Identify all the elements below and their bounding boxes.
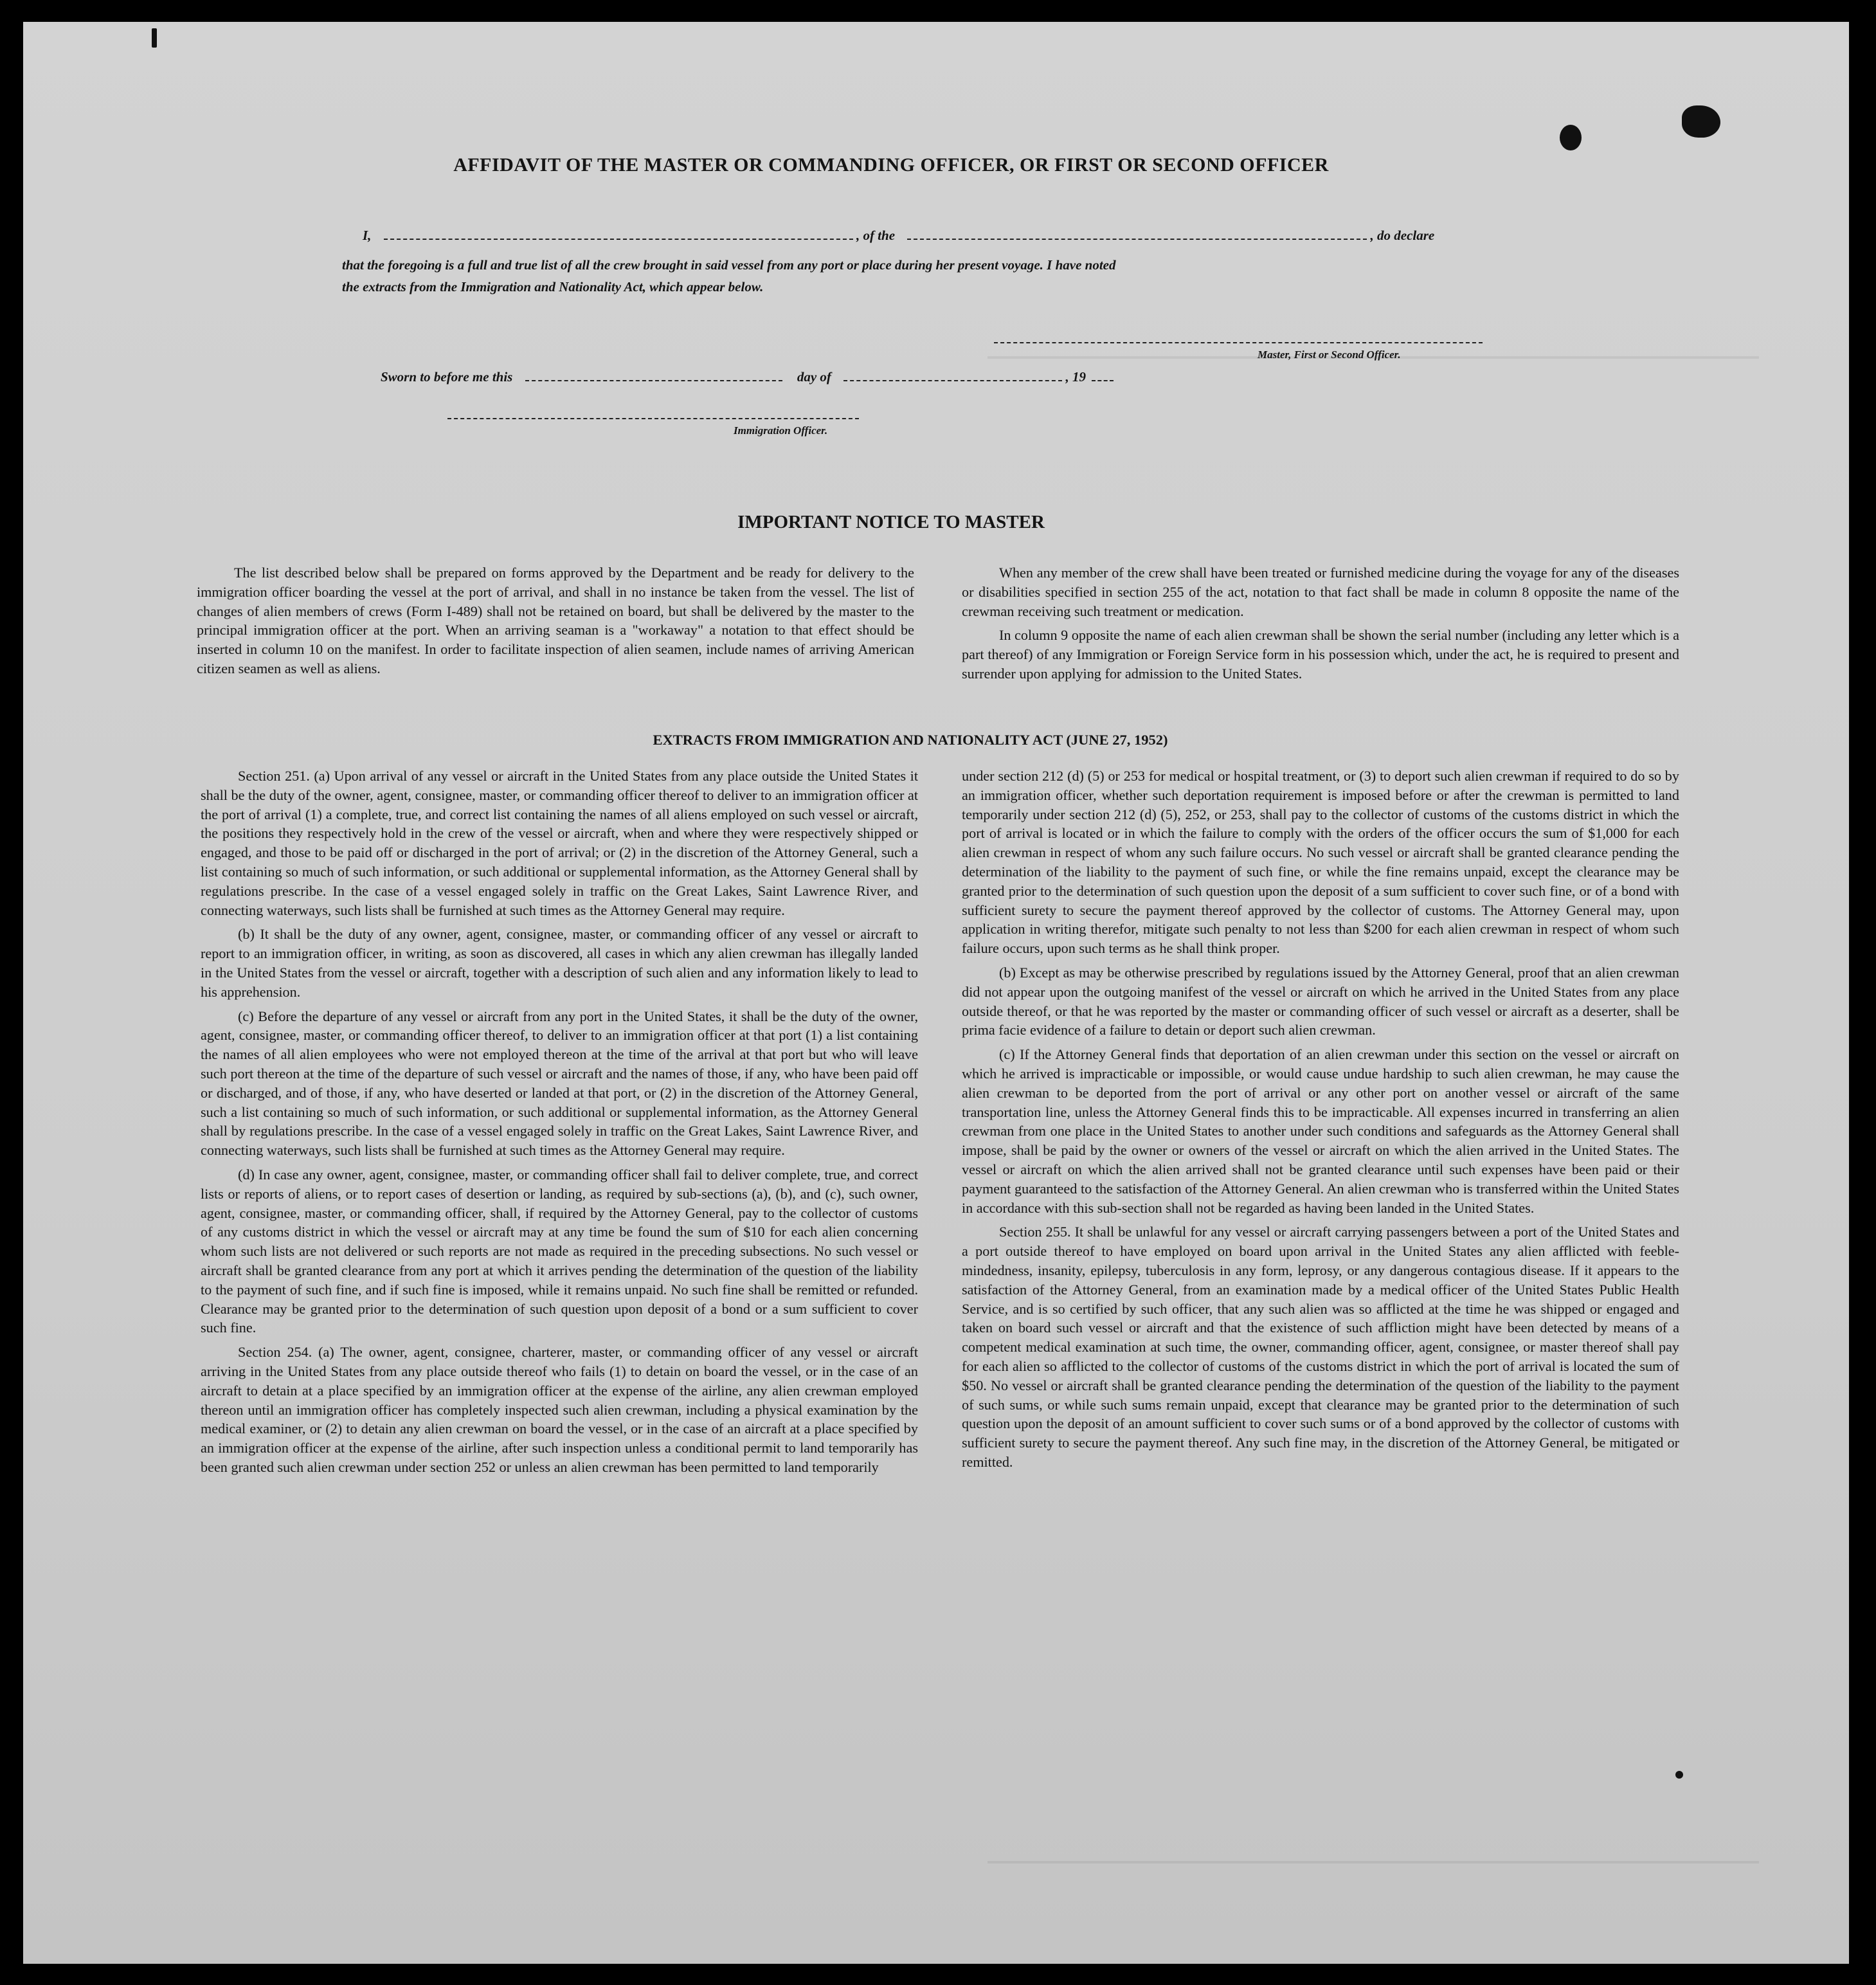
affidavit-title: AFFIDAVIT OF THE MASTER OR COMMANDING OFFICER, OR FIRST OR SECOND OFFICER <box>453 154 1329 176</box>
ink-blot <box>152 28 157 48</box>
ink-blot <box>1675 1771 1683 1779</box>
vessel-blank[interactable] <box>907 236 1367 240</box>
section-254-a: Section 254. (a) The owner, agent, consignee, charterer, master, or commanding officer of any vessel or aircraft arriving in the United States from any place outside thereof who fails (1) to detain on board the vessel, or in the case of an aircraft to detain at a place specified by an immigration officer at the expense of the airline, any alien crewman employed thereon until an immigration officer has completely inspected such alien crewman, including a physical examination by the medical examiner, or (2) to detain any alien crewman on board the vessel, or in the case of an aircraft at a place specified by an immigration officer at the expense of the airline, after such inspection unless a conditional permit to land temporarily has been granted such alien crewman under section 252 or unless an alien crewman has been permitted to land temporarily <box>201 1344 918 1475</box>
notice-right-column <box>962 563 1679 689</box>
notice-right-paragraph-1: When any member of the crew shall have been treated or furnished medicine during the voyage for any of the diseases or disabilities specified in section 255 of the act, notation to that fact shall be made in column 8 opposite the name of the crewman receiving such treatment or medication. <box>962 565 1679 619</box>
section-251-d: (d) In case any owner, agent, consignee, master, or commanding officer shall fail to deliver complete, true, and correct lists or reports of aliens, or to report cases of desertion or landing, as required by sub-sections (a), (b), and (c), such owner, agent, consignee, master, or commanding officer, shall, if required by the Attorney General, pay to the collector of customs of any customs district in which the vessel or aircraft may at any time be found the sum of $10 for each alien concerning whom such lists are not delivered or such reports are not made as required in the preceding subsections. No such vessel or aircraft shall be granted clearance from any port at which it arrives pending the determination of the question of the liability to the payment of such fine, and if such fine is imposed, while it remains unpaid. No such fine shall be remitted or refunded. Clearance may be granted prior to the determination of such question upon deposit of a bond or a sum sufficient to cover such fine. <box>201 1166 918 1336</box>
extracts-left-column <box>201 766 918 1482</box>
notice-left-paragraph: The list described below shall be prepared on forms approved by the Department and be ready for delivery to the immigration officer boarding the vessel at the port of arrival, and shall in no instance be taken from the vessel. The list of changes of alien members of crews (Form I-489) shall not be retained on board, but shall be delivered by the master to the principal immigration officer at the port. When an arriving seaman is a "workaway" a notation to that effect should be inserted in column 10 on the manifest. In order to facilitate inspection of alien seamen, include names of arriving American citizen seamen as well as aliens. <box>197 565 914 676</box>
section-251-a: Section 251. (a) Upon arrival of any vessel or aircraft in the United States from any place outside the United States it shall be the duty of the owner, agent, consignee, master, or commanding officer thereof to deliver to an immigration officer at the port of arrival (1) a complete, true, and correct list containing the names of all aliens employed on such vessel or aircraft, the positions they respectively hold in the crew of the vessel or aircraft, when and where they were respectively shipped or engaged, and those to be paid off or discharged in the port of arrival; or (2) in the discretion of the Attorney General, such a list containing so much of such information, or such additional or supplemental information, as the Attorney General shall by regulations prescribe. In the case of a vessel engaged solely in traffic on the Great Lakes, Saint Lawrence River, and connecting waterways, such lists shall be furnished at such times as the Attorney General may require. <box>201 768 918 918</box>
section-255: Section 255. It shall be unlawful for any vessel or aircraft carrying passengers between a port of the United States and a port outside thereof to have employed on board upon arrival in the United States any alien afflicted with feeble-mindedness, insanity, epilepsy, tuberculosis in any form, leprosy, or any dangerous contagious disease. If it appears to the satisfaction of the Attorney General, from an examination made by a medical officer of the United States Public Health Service, and is so certified by such officer, that any such alien was so afflicted at the time he was shipped or engaged and taken on board such vessel or aircraft and that the existence of such affliction might have been detected by means of a competent medical examination at such time, the owner, commanding officer, agent, consignee, or master thereof shall pay for each alien so afflicted to the collector of customs of the customs district in which the port of arrival is located the sum of $50. No vessel or aircraft shall be granted clearance pending the determination of the question of the liability to the payment of such sums, or while such sums remain unpaid, except that clearance may be granted prior to the determination of such question upon the deposit of an amount sufficient to cover such sums or of a bond approved by the collector of customs with sufficient surety to secure the payment thereof. Any such fine may, in the discretion of the Attorney General, be mitigated or remitted. <box>962 1224 1679 1470</box>
declaration-line-3: the extracts from the Immigration and Nationality Act, which appear below. <box>342 279 764 295</box>
name-blank[interactable] <box>384 236 853 240</box>
notice-right-paragraph-2: In column 9 opposite the name of each alien crewman shall be shown the serial number (including any letter which is a part thereof) of any Immigration or Foreign Service form in his possession which, under the act, he is required to present and surrender upon applying for admission to the United States. <box>962 627 1679 682</box>
declaration-line-1 <box>363 228 1434 244</box>
of-the-label: , of the <box>856 228 896 243</box>
ink-blot <box>1682 105 1720 138</box>
day-of-label: day of <box>797 369 831 385</box>
ink-blot <box>1560 125 1582 150</box>
document-page <box>23 22 1849 1964</box>
extracts-title: EXTRACTS FROM IMMIGRATION AND NATIONALITY ACT (JUNE 27, 1952) <box>653 732 1168 748</box>
section-251-b: (b) It shall be the duty of any owner, agent, consignee, master, or commanding officer of any vessel or aircraft to report to an immigration officer, in writing, as soon as discovered, all cases in which any alien crewman has illegally landed in the United States from the vessel or aircraft, together with a description of such alien and any information likely to lead to his apprehension. <box>201 926 918 1000</box>
year-label: , 19 <box>1065 369 1086 385</box>
section-251-c: (c) Before the departure of any vessel or aircraft from any port in the United States, it shall be the duty of the owner, agent, consignee, master, or commanding officer thereof, to deliver to an immigration officer at that port (1) a list containing the names of all alien employees who were not employed thereon at the time of the arrival at that port but who will leave such port thereon at the time of the departure of such vessel or aircraft and the names of those, if any, who have been paid off or discharged, and of those, if any, who have deserted or landed at that port, or (2) in the discretion of the Attorney General, such a list containing so much of such information, or such additional or supplemental information, as the Attorney General shall by regulations prescribe. In the case of a vessel engaged solely in traffic on the Great Lakes, Saint Lawrence River, and connecting waterways, such lists shall be furnished at such times as the Attorney General may require. <box>201 1008 918 1159</box>
sworn-line <box>381 369 1114 385</box>
master-signature-line[interactable] <box>994 342 1483 343</box>
section-254-b: (b) Except as may be otherwise prescribed by regulations issued by the Attorney General, proof that an alien crewman did not appear upon the outgoing manifest of the vessel or aircraft on which he arrived in the United States from any place outside thereof, or that he was reported by the master or commanding officer of such vessel or aircraft as a deserter, shall be prima facie evidence of a failure to detain or deport such alien crewman. <box>962 964 1679 1038</box>
sworn-year-blank[interactable] <box>1092 377 1114 381</box>
sworn-label: Sworn to before me this <box>381 369 513 385</box>
sworn-month-blank[interactable] <box>843 377 1062 381</box>
officer-signature-line[interactable] <box>447 418 859 419</box>
officer-caption: Immigration Officer. <box>734 424 828 437</box>
extracts-right-column <box>962 766 1679 1477</box>
i-label: I, <box>363 228 372 243</box>
sworn-day-blank[interactable] <box>525 377 782 381</box>
bleed-through-texture <box>988 1861 1759 1863</box>
master-caption: Master, First or Second Officer. <box>1258 349 1401 361</box>
notice-title: IMPORTANT NOTICE TO MASTER <box>737 512 1045 532</box>
section-254-c: (c) If the Attorney General finds that deportation of an alien crewman under this section on the vessel or aircraft on which he arrived is impracticable or impossible, or would cause undue hardship to such alien crewman, he may cause the alien crewman to be deported from the port of arrival or any other port on another vessel or aircraft of the same transportation line, unless the Attorney General finds this to be impracticable. All expenses incurred in transferring an alien crewman from one place in the United States to another under such conditions and safeguards as the Attorney General shall impose, shall be paid by the owner or owners of the vessel or aircraft on which the alien arrived in the United States. The vessel or aircraft on which the alien arrived shall not be granted clearance until such expenses have been paid or their payment guaranteed to the satisfaction of the Attorney General. An alien crewman who is transferred within the United States in accordance with this sub-section shall not be regarded as having been landed in the United States. <box>962 1046 1679 1216</box>
declare-label: , do declare <box>1370 228 1435 243</box>
section-254-a-cont: under section 212 (d) (5) or 253 for medical or hospital treatment, or (3) to deport such alien crewman if required to do so by an immigration officer, whether such deportation requirement is imposed before or after the crewman is permitted to land temporarily under section 212 (d) (5), 252, or 253, shall pay to the collector of customs of the customs district in which the port of arrival is located or in which the failure to comply with the orders of the officer occurs the sum of $1,000 for each alien crewman in respect of whom any such failure occurs. No such vessel or aircraft shall be granted clearance pending the determination of the liability to the payment of such fine, or while the fine remains unpaid, except the clearance may be granted prior to the determination of such question upon the deposit of a sum sufficient to cover such fine, or of a bond with sufficient surety to secure the payment thereof approved by the collector of customs. The Attorney General may, upon application in writing therefor, mitigate such penalty to not less than $200 for each alien crewman in respect of whom such failure occurs, upon such terms as he shall think proper. <box>962 768 1679 957</box>
declaration-line-2: that the foregoing is a full and true list of all the crew brought in said vessel from any port or place during her present voyage. I have noted <box>342 257 1116 273</box>
